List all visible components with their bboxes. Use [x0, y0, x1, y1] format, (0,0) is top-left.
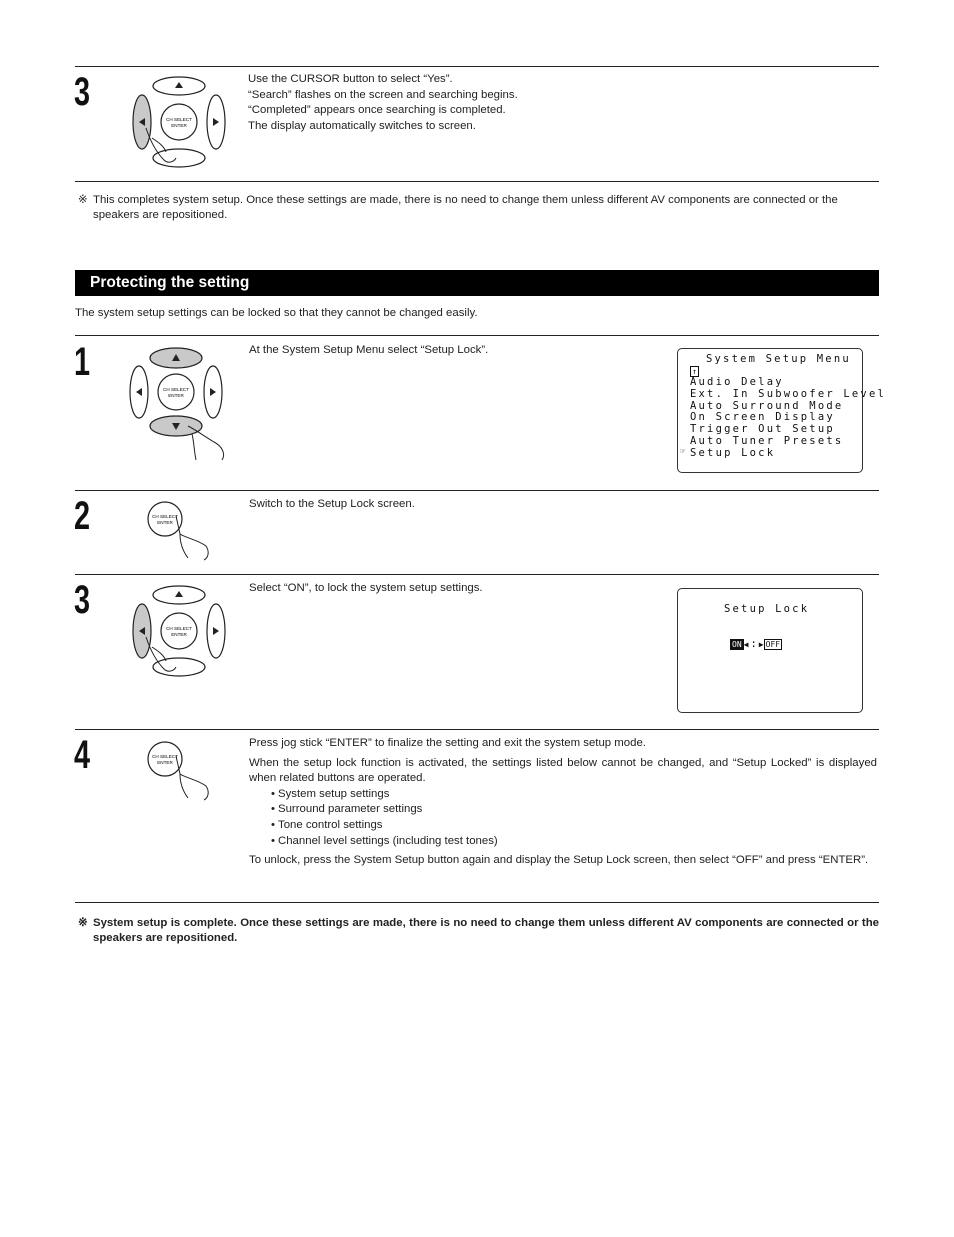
center-label: CH SELECT — [166, 117, 192, 122]
center-label: ENTER — [171, 632, 187, 637]
center-label: CH SELECT — [166, 626, 192, 631]
note-system-setup-complete — [78, 916, 879, 946]
step-instructions — [249, 736, 877, 869]
step-instruction: Switch to the Setup Lock screen. — [249, 498, 415, 510]
note-mark: ※ — [78, 917, 88, 929]
list-item: • Surround parameter settings — [271, 802, 877, 818]
center-label: ENTER — [157, 760, 173, 765]
menu-item-selected: Setup Lock — [690, 446, 776, 459]
step-number: 2 — [74, 494, 91, 538]
center-label: ENTER — [171, 123, 187, 128]
note-complete — [78, 193, 879, 223]
note-text: This completes system setup. Once these settings are made, there is no need to change them unless different AV components are connected or the speakers are repositioned. — [93, 194, 838, 221]
list-item: • System setup settings — [271, 787, 877, 803]
center-label: ENTER — [168, 393, 184, 398]
menu-title: System Setup Menu — [706, 353, 851, 365]
list-item: • Channel level settings (including test tones) — [271, 834, 877, 850]
divider — [75, 335, 879, 336]
option-off: OFF — [765, 640, 781, 649]
menu-items — [690, 377, 886, 460]
menu-item: Auto Tuner Presets — [690, 434, 844, 447]
step-instruction: Select “ON”, to lock the system setup settings. — [249, 582, 483, 594]
instruction-paragraph: To unlock, press the System Setup button again and display the Setup Lock screen, then select “OFF” and press “ENTER”. — [249, 854, 869, 867]
instruction-line: “Completed” appears once searching is completed. — [248, 104, 506, 117]
center-label: CH SELECT — [163, 387, 189, 392]
instruction-line: “Search” flashes on the screen and searching begins. — [248, 88, 518, 101]
menu-item: Trigger Out Setup — [690, 423, 835, 436]
right-arrow-icon: ▶ — [758, 640, 764, 649]
menu-item: On Screen Display — [690, 411, 835, 424]
section-intro: The system setup settings can be locked so that they cannot be changed easily. — [75, 307, 478, 319]
section-heading — [75, 270, 879, 296]
center-label: CH SELECT — [152, 754, 178, 759]
instruction-line: The display automatically switches to screen. — [248, 119, 476, 132]
divider — [75, 181, 879, 182]
list-item: • Tone control settings — [271, 818, 877, 834]
center-label: ENTER — [157, 520, 173, 525]
system-setup-menu-screen — [677, 348, 886, 473]
left-arrow-icon: ◀ — [743, 640, 749, 649]
up-arrow-icon: ↑ — [690, 366, 699, 377]
lock-options — [730, 639, 782, 651]
step-number: 4 — [74, 733, 91, 777]
step-instruction: At the System Setup Menu select “Setup Lock”. — [249, 344, 489, 356]
note-mark: ※ — [78, 194, 88, 206]
jog-dial-up-down-icon — [130, 346, 230, 456]
jog-dial-left-icon — [134, 585, 234, 685]
center-label: CH SELECT — [152, 514, 178, 519]
instruction-line: Use the CURSOR button to select “Yes”. — [248, 73, 453, 85]
lock-title: Setup Lock — [724, 603, 810, 615]
locked-settings-list — [249, 787, 877, 849]
menu-item: Auto Surround Mode — [690, 399, 844, 412]
menu-item: Audio Delay — [690, 376, 784, 388]
divider — [75, 490, 879, 491]
instruction-paragraph: Press jog stick “ENTER” to finalize the setting and exit the system setup mode. — [249, 737, 646, 749]
divider — [75, 902, 879, 903]
menu-item: Ext. In Subwoofer Level — [690, 387, 886, 400]
separator: : — [750, 638, 757, 650]
step-instructions — [248, 72, 848, 134]
option-on: ON — [732, 640, 742, 649]
note-text: System setup is complete. Once these settings are made, there is no need to change them unless different AV components are connected or the speakers are repositioned. — [93, 917, 879, 944]
divider — [75, 729, 879, 730]
instruction-paragraph: When the setup lock function is activated, the settings listed below cannot be changed, and “Setup Locked” is displayed when related buttons are operated. — [249, 756, 877, 785]
divider — [75, 574, 879, 575]
section-title: Protecting the setting — [90, 274, 250, 291]
pointing-hand-icon: ☞ — [680, 447, 686, 457]
step-number: 1 — [74, 340, 91, 384]
enter-button-icon — [146, 500, 216, 560]
jog-dial-left-icon — [134, 76, 234, 176]
setup-lock-screen — [677, 588, 863, 713]
enter-button-icon — [146, 740, 216, 800]
top-rule — [75, 66, 879, 67]
step-number: 3 — [74, 578, 91, 622]
step-number: 3 — [74, 70, 91, 114]
